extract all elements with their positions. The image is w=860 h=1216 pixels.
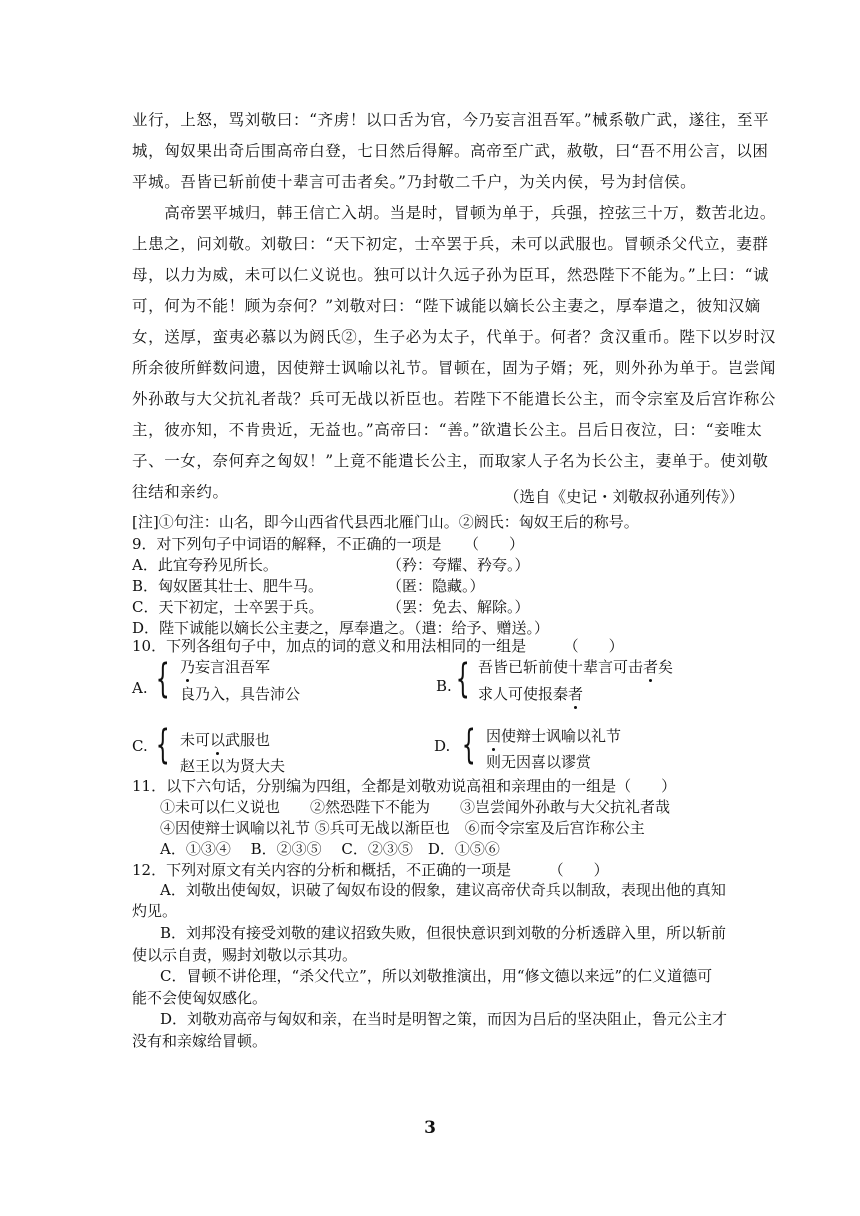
passage-line: 主，彼亦知，不肯贵近，无益也。”高帝曰：“善。”欲遣长公主。吕后日夜泣，曰：“妾唯太 — [132, 421, 763, 439]
passage-line: 上患之，问刘敬。刘敬曰：“天下初定，士卒罢于兵，未可以武服也。冒顿杀父代立，妻群 — [132, 235, 769, 253]
passage-line: 外孙敢与大父抗礼者哉？兵可无战以祈臣也。若陛下不能遣长公主，而令宗室及后宫诈称公 — [132, 390, 777, 408]
option-letter: D． — [132, 619, 160, 637]
option-gloss: （矜：夸耀、矜夸。） — [387, 556, 530, 574]
option-d-top: 因使辩士讽喻以礼节 — [486, 727, 622, 745]
brace-icon: { — [155, 722, 170, 768]
option-line: 使以示自责，赐封刘敬以示其功。 — [132, 946, 358, 964]
option-a-bottom: 良乃入，具告沛公 — [180, 685, 301, 703]
question-stem: 9．对下列句子中词语的解释，不正确的一项是 （ ） — [132, 535, 525, 553]
passage-line: 女，送厚，蛮夷必慕以为阏氏②，生子必为太子，代单于。何者？贪汉重币。陛下以岁时汉 — [132, 328, 777, 346]
option-a-label: A. — [132, 679, 148, 697]
page-number: 3 — [424, 1118, 436, 1138]
option-c-bottom: 赵王以为贤大夫 — [180, 757, 286, 775]
dotted-word: 以 — [210, 731, 226, 749]
option-line: D．刘敬劝高帝与匈奴和亲，在当时是明智之策，而因为吕后的坚决阻止，鲁元公主才 — [160, 1010, 728, 1028]
passage-line: 母，以力为威，未可以仁义说也。独可以计久远子孙为臣耳，然恐陛下不能为。”上曰：“诚 — [132, 266, 770, 284]
option-text: 匈奴匿其壮士、肥牛马。 — [158, 577, 324, 595]
passage-line: 可，何为不能！顾为奈何？”刘敬对曰：“陛下诚能以嫡长公主妻之，厚奉遣之，彼知汉嫡 — [132, 297, 761, 315]
option-d — [132, 618, 549, 638]
dotted-word: 乃 — [180, 658, 196, 676]
passage-line: 业行，上怒，骂刘敬曰：“齐虏！以口舌为官，今乃妄言沮吾军。”械系敬广武，遂往，至平 — [132, 111, 770, 129]
question-stem: 11．以下六句话，分别编为四组，全都是刘敬劝说高祖和亲理由的一组是（ ） — [132, 777, 677, 795]
option-b-label: B. — [436, 677, 452, 695]
passage-line: 城，匈奴果出奇后围高帝白登，七日然后得解。高帝至广武，赦敬，曰“吾不用公言，以困 — [132, 142, 769, 160]
option-c-top: 未可以武服也 — [180, 731, 271, 749]
brace-icon: { — [155, 656, 170, 702]
passage-line: 子、一女，奈何弃之匈奴！”上竟不能遣长公主，而取家人子名为长公主，妻单于。使刘敬 — [132, 452, 769, 470]
option-line: A．刘敬出使匈奴，识破了匈奴布设的假象，建议高帝伏奇兵以制敌，表现出他的真知 — [160, 881, 726, 899]
option-text: 陛下诚能以嫡长公主妻之，厚奉遣之。 — [159, 619, 415, 637]
option-c-label: C. — [132, 737, 148, 755]
option-line: B．刘邦没有接受刘敬的建议招致失败，但很快意识到刘敬的分析透辟入里，所以斩前 — [160, 924, 727, 942]
question-stem: 12．下列对原文有关内容的分析和概括，不正确的一项是 （ ） — [132, 861, 609, 879]
option-line: C．冒顿不讲伦理，“杀父代立”，所以刘敬推演出，用“修文德以来远”的仁义道德可 — [160, 967, 713, 985]
option-line: 没有和亲嫁给冒顿。 — [132, 1032, 268, 1050]
option-d-label: D. — [434, 737, 451, 755]
option-text: 此宜夸矜见所长。 — [157, 556, 278, 574]
dotted-word: 者 — [643, 658, 659, 676]
passage-line: 高帝罢平城归，韩王信亡入胡。当是时，冒顿为单于，兵强，控弦三十万，数苦北边。 — [132, 204, 777, 222]
option-gloss: （罢：免去、解除。） — [387, 598, 530, 616]
brace-icon: { — [461, 722, 476, 768]
statement-row: ④因使辩士讽喻以礼节 ⑤兵可无战以渐臣也 ⑥而令宗室及后宫诈称公主 — [160, 819, 645, 837]
option-b-bottom: 求人可使报秦者 — [478, 685, 584, 703]
option-gloss: （遣：给予、赠送。） — [414, 619, 550, 637]
option-b-top: 吾皆已斩前使十辈言可击者矣 — [478, 658, 674, 676]
statement-row: ①未可以仁义说也 ②然恐陛下不能为 ③岂尝闻外孙敢与大父抗礼者哉 — [160, 798, 671, 816]
annotation-note: [注]①句注：山名，即今山西省代县西北雁门山。②阏氏：匈奴王后的称号。 — [132, 513, 639, 531]
option-line: 灼见。 — [132, 902, 178, 920]
option-gloss: （匿：隐藏。） — [387, 577, 485, 595]
source-citation: （选自《史记・刘敬叔孙通列传》） — [504, 488, 745, 506]
option-a-top: 乃妄言沮吾军 — [180, 658, 271, 676]
brace-icon: { — [455, 656, 470, 702]
passage-line: 平城。吾皆已斩前使十辈言可击者矣。”乃封敬二千户，为关内侯，号为封信侯。 — [132, 173, 697, 191]
option-line: 能不会使匈奴感化。 — [132, 989, 268, 1007]
option-b — [132, 576, 323, 596]
option-letter: C． — [132, 598, 159, 616]
dotted-word: 者 — [568, 685, 584, 703]
option-text: 天下初定，士卒罢于兵。 — [158, 598, 324, 616]
passage-line: 往结和亲约。 — [132, 483, 229, 501]
option-a — [132, 555, 278, 575]
passage-line: 所余彼所鲜数问遗，因使辩士讽喻以礼节。冒顿在，固为子婿；死，则外孙为单于。岂尝闻 — [132, 359, 777, 377]
option-letter: A． — [132, 556, 158, 574]
answer-options: A．①③④ B．②③⑤ C．②③⑤ D．①⑤⑥ — [160, 840, 500, 858]
question-stem: 10．下列各组句子中，加点的词的意义和用法相同的一组是 （ ） — [132, 637, 624, 655]
dotted-word: 因 — [486, 727, 502, 745]
option-c — [132, 597, 324, 617]
option-letter: B． — [132, 577, 159, 595]
option-d-bottom: 则无因喜以谬赏 — [486, 753, 592, 771]
